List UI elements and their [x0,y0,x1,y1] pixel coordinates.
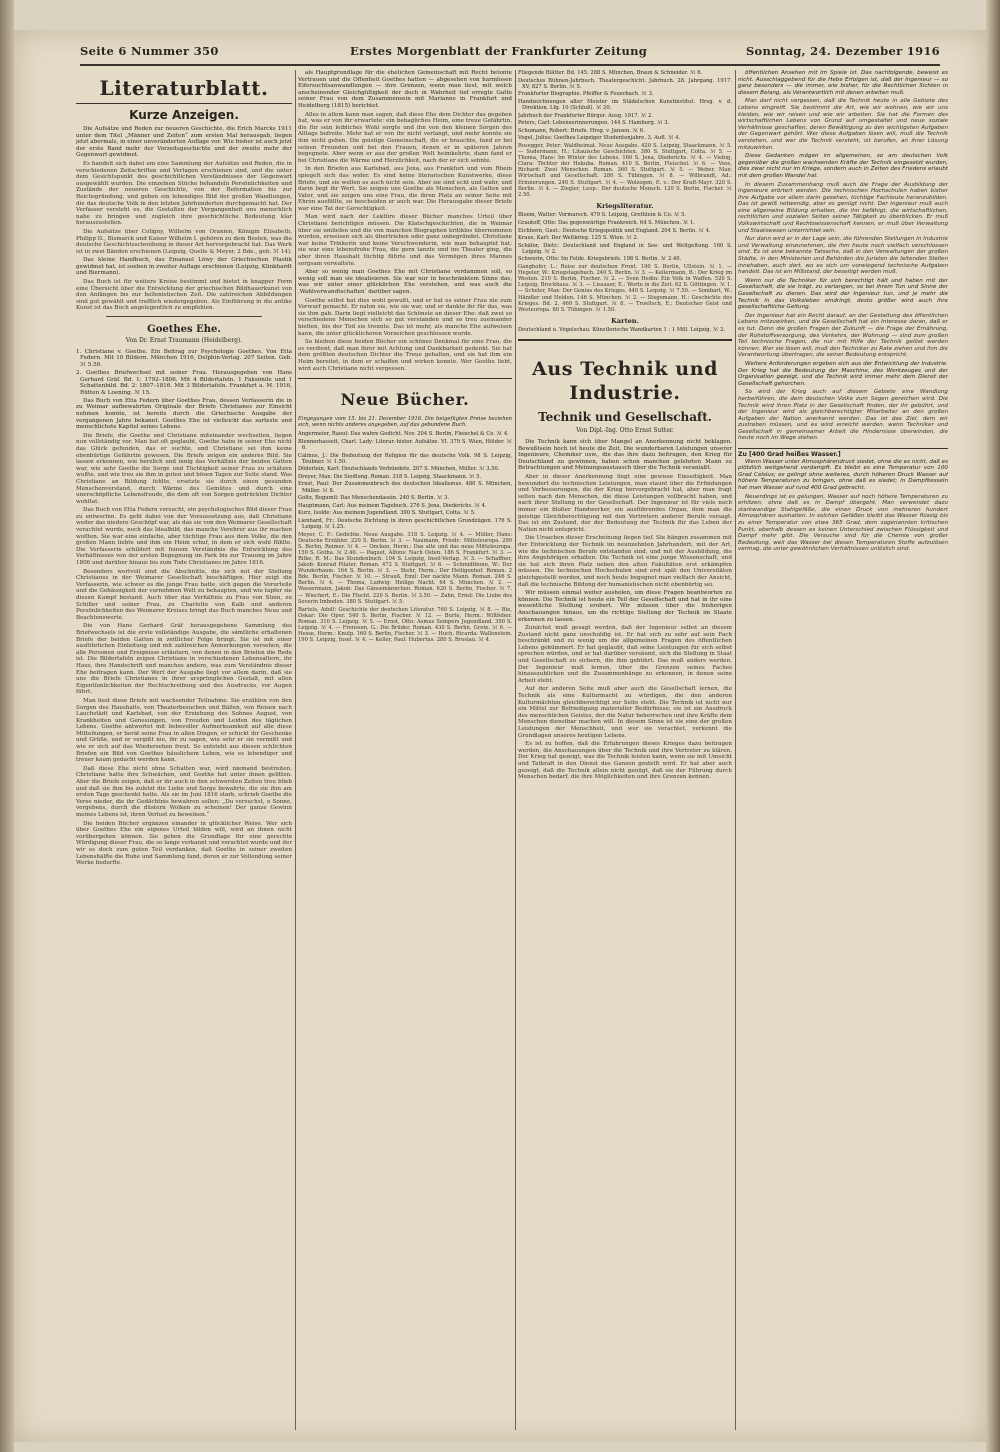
book-entry: Goltz, Bogumil: Das Menschendasein. 240 S. Berlin. ℳ 3. [298,495,450,502]
article-paragraph: Das kleine Handbuch, das Emanuel Löwy der Griechischen Plastik gewidmet hat, ist soeben in zweiter Auflage erschienen (Leipzig, Klinkhardt und Biermann). [76,257,292,277]
article-paragraph: Diese Gedanken mögen im allgemeinen, so am deutschen Volk gegenüber die großen wachsenden Kräfte der Technik eingesetzt wurden, dies zwar nicht nur im Kriege, sondern auch in Zeiten des Friedens erlaubt mit dem großen Wandel hat. [738,153,948,179]
article-paragraph: Die Briefe, die Goethe und Christiane miteinander wechselten, liegen nun vollständig vor. Man hat oft geglaubt, Goethe habe in seiner Ehe nicht das Glück gefunden, das er suchte, und Christiane sei ihm keine ebenbürtige Gefährtin gewesen. Die Briefe zeigen ein anderes Bild. Sie lassen erkennen, wie herzlich und innig das Verhältnis der beiden Gatten war, wie sehr Goethe die Sorge und Tüchtigkeit seiner Frau zu schätzen wußte, und wie treu sie ihm in guten und bösen Tagen zur Seite stand. Was Christiane an Bildung fehlte, ersetzte sie durch einen gesunden Menschenverstand, durch Wärme des Gemütes und durch eine unerschöpfliche Lebensfreude, die dem oft von Sorgen gedrückten Dichter wohltat. [76,432,292,505]
book-entry: Rosegger, Peter: Waldheimat. Neue Ausgabe. 420 S. Leipzig, Staackmann. ℳ 5. — Sudermann, H.: Litauische Geschichten. 380 S. Stuttgart, Cotta. ℳ 5. — Thoma, Hans: Im Winter des Lebens. 160 S. Jena, Diederichs. ℳ 4. — Viebig, Clara: Töchter der Hekuba. Roman. 410 S. Berlin, Fleischel. ℳ 6. — Voss, Richard: Zwei Menschen. Roman. 360 S. Stuttgart. ℳ 5. — Weber, Max: Wirtschaft und Gesellschaft. 280 S. Tübingen. ℳ 8. — Wilbrandt, Ad.: Erinnerungen. 240 S. Stuttgart. ℳ 4. — Wolzogen, E. v.: Der Kraft-Mayr. 320 S. Berlin. ℳ 4. — Ziegler, Leop.: Der deutsche Mensch. 120 S. Berlin, Fischer. ℳ 2.50. [518,142,732,198]
book-entry: Deutsches Bühnen-Jahrbuch. Theatergeschicht. Jahrbuch. 28. Jahrgang. 1917. XV, 827 S. Berlin. ℳ 5. [518,77,732,90]
book-entry: Grautoff, Otto: Das gegenwärtige Frankreich. 64 S. München. ℳ 1. [518,219,695,226]
book-entry: Lienhard, Fr.: Deutsche Dichtung in ihren geschichtlichen Grundzügen. 176 S. Leipzig. ℳ 1.25. [298,517,512,531]
article-paragraph: Wir müssen einmal weiter ausholen, um diese Fragen beantworten zu können. Die Technik ist heute ein Teil der Gesellschaft und hat in ihr eine wesentliche Stellung erobert. Wir müssen über die bisherigen Anschauungen hinaus, um die richtige Stellung der Technik im Staate erkennen zu lassen. [518,590,732,623]
section-kicker: Literaturblatt. [76,76,292,104]
article-paragraph: Auf der anderen Seite muß aber auch die Gesellschaft lernen, die Technik als eine Kulturmacht zu würdigen, die den anderen Kulturmächten gleichberechtigt zur Seite steht. Die Technik ist nicht nur ein Mittel zur Befriedigung materieller Bedürfnisse; sie ist ein Ausdruck des menschlichen Geistes, der die Natur beherrschen und ihre Kräfte dem Menschen dienstbar machen will. In diesem Sinne ist sie eine der großen Leistungen der Menschheit, und wer sie verachtet, verkennt die Grundlagen unseres heutigen Lebens. [518,686,732,739]
article-byline: Von Dr. Ernst Traumann (Heidelberg). [125,337,243,345]
new-books-section [298,378,512,643]
book-reference: 1. Christiane v. Goethe. Ein Beitrag zur Psychologie Goethes. Von Etta Federn. Mit 10 Bildern. München 1916, Delphin-Verlag. 207 Seiten. Geb. ℳ 5.50. [76,348,292,368]
page-header [80,40,940,66]
book-entry: Kurz, Isolde: Aus meinem Jugendland. 390 S. Stuttgart, Cotta. ℳ 5. [298,510,476,517]
column-literaturblatt [76,70,292,1430]
header-date: Sonntag, 24. Dezember 1916 [745,44,940,58]
short-note [738,448,948,553]
article-paragraph: Alles in allem kann man sagen, daß diese Ehe dem Dichter das gegeben hat, was er von ihr erwartete: ein behagliches Heim, eine treue Gefährtin, die für sein leibliches Wohl sorgte und ihn von den kleinen Sorgen des Alltags befreite. Mehr hat er von ihr nicht verlangt, und mehr konnte sie ihm nicht geben. Die geistige Gemeinschaft, die er brauchte, fand er bei seinen Freunden und bei den Frauen, denen er in späteren Jahren begegnete. Aber wenn er aus der großen Welt heimkehrte, dann fand er bei Christiane die Wärme und Herzlichkeit, nach der er sich sehnte. [298,111,512,164]
section-title: Kurze Anzeigen. [129,108,239,122]
column-goethe-continued [298,70,512,1430]
book-entry: Bartels, Adolf: Geschichte der deutschen Literatur. 760 S. Leipzig. ℳ 8. — Bie, Oskar: Die Oper. 540 S. Berlin, Fischer. ℳ 12. — Burte, Herm.: Wiltfeber. Roman. 310 S. Leipzig. ℳ 5. — Ernst, Otto: Asmus Sempers Jugendland. 390 S. Leipzig. ℳ 4. — Frenssen, G.: Die Brüder. Roman. 430 S. Berlin, Grote. ℳ 6. — Hesse, Herm.: Knulp. 160 S. Berlin, Fischer. ℳ 3. — Huch, Ricarda: Wallenstein. 190 S. Leipzig, Insel. ℳ 4. — Keller, Paul: Hubertus. 280 S. Breslau. ℳ 4. [298,606,512,644]
book-entry: Ganghofer, L.: Reise zur deutschen Front. 190 S. Berlin, Ullstein. ℳ 1. — Hegeler, W.: Kriegstagebuch. 240 S. Berlin. ℳ 3. — Kellermann, B.: Der Krieg im Westen. 210 S. Berlin, Fischer. ℳ 2. — Sven Hedin: Ein Volk in Waffen. 520 S. Leipzig, Brockhaus. ℳ 3. — Lissauer, E.: Worte in die Zeit. 62 S. Göttingen. ℳ 1. — Scheler, Max: Der Genius des Krieges. 440 S. Leipzig. ℳ 7.50. — Sombart, W.: Händler und Helden. 146 S. München. ℳ 2. — Stegemann, H.: Geschichte des Krieges. Bd. 2. 460 S. Stuttgart. ℳ 8. — Troeltsch, E.: Deutscher Geist und Westeuropa. 80 S. Tübingen. ℳ 1.50. [518,264,732,313]
section-intro: Eingegangen vom 15. bis 21. Dezember 1916. Die beigefügten Preise beziehen sich, wenn nichts anderes angegeben, auf das gebundene Buch. [298,416,512,429]
article-paragraph: Aber in dieser Anerkennung liegt eine gewisse Einseitigkeit. Man bewundert die technischen Leistungen, man staunt über die Erfindungen und Verbesserungen, die der Krieg hervorgebracht hat, aber man fragt selten nach den Menschen, die diese Leistungen vollbracht haben, und nach ihrer Stellung in der Gesellschaft. Der Ingenieur ist für viele noch immer ein bloßer Handwerker, ein ausführendes Organ, dem man die geistige Gleichberechtigung mit den Vertretern anderer Berufe versagt. Das ist ein Zustand, der der Bedeutung der Technik für das Leben der Nation nicht entspricht. [518,474,732,533]
book-entry: Peters, Carl: Lebenserinnerungen. 144 S. Hamburg. ℳ 3. [518,120,670,127]
note-title: Zu [400 Grad heißes Wasser.] [738,451,841,459]
article-paragraph: Man liest diese Briefe mit wachsender Teilnahme. Sie erzählen von den Sorgen des Haushalts, von Theaterbesuchen und Bällen, von Reisen nach Lauchstädt und Karlsbad, von der Erziehung des Sohnes August, von Krankheiten und Genesungen, von Freuden und Leiden des täglichen Lebens. Goethe antwortet mit liebevoller Aufmerksamkeit auf alle diese Mitteilungen, er berät seine Frau in allen Dingen, er schickt ihr Geschenke und Grüße, und er vergißt nie, ihr zu sagen, wie sehr er sie vermißt und wie er sich auf das Wiedersehen freut. So entsteht aus diesen schlichten Briefen ein Bild von Goethes häuslichem Leben, wie es lebendiger und treuer kaum gedacht werden kann. [76,697,292,764]
article-paragraph: Goethe selbst hat dies wohl gewußt, und er hat es seiner Frau nie zum Vorwurf gemacht. Er nahm sie, wie sie war, und er dankte ihr für das, was sie ihm gab. Darin liegt vielleicht das Schönste an dieser Ehe: daß zwei so verschiedene Menschen sich so gut verstanden und so treu zueinander hielten, bis der Tod sie trennte. Das ist mehr, als manche Ehe aufweisen kann, die unter glücklicheren Vorzeichen geschlossen wurde. [298,297,512,337]
article-paragraph: Zunächst muß gesagt werden, daß der Ingenieur selbst an diesem Zustand nicht ganz unschuldig ist. Er hat sich zu sehr auf sein Fach beschränkt und zu wenig um die allgemeinen Fragen des öffentlichen Lebens gekümmert. Er hat geglaubt, daß seine Leistungen für sich selbst sprechen würden, und er hat darüber versäumt, sich die Stellung in Staat und Gesellschaft zu sichern, die ihm gebührt. Das muß anders werden. Der Ingenieur muß lernen, über die Grenzen seines Faches hinauszublicken und die Zusammenhänge zu erkennen, in denen seine Arbeit steht. [518,625,732,684]
book-entry: Schäfer, Dietr.: Deutschland und England in See- und Weltgeltung. 160 S. Leipzig. ℳ 2. [518,242,732,255]
article-paragraph: Die Technik kann sich über Mangel an Anerkennung nicht beklagen. Bewußtsein hoch ist heute die Zeit. Die wunderbaren Leistungen unserer Ingenieure, Chemiker usw., die das ihre dazu beitrugen, den Krieg für Deutschland zu gewinnen, haben schon manchen gelehrten Mann zu Betrachtungen und Meinungsaustausch über die Technik veranlaßt. [518,439,732,472]
book-entry: Schumann, Robert: Briefe. Hrsg. v. Jansen. ℳ 6. [518,127,645,134]
section-title: Neue Bücher. [340,390,470,410]
article-paragraph: Nur dann wird er in der Lage sein, die führenden Stellungen in Industrie und Verwaltung einzunehmen, die ihm heute noch vielfach verschlossen sind. Es ist eine bekannte Tatsache, daß in den Verwaltungen der großen Städte, in den Ministerien und Behörden die Juristen die leitenden Stellen innehaben, auch dort, wo es sich um vorwiegend technische Aufgaben handelt. Das ist ein Mißstand, der beseitigt werden muß. [738,236,948,276]
book-entry: Calmus, J.: Die Bedeutung der Religion für das deutsche Volk. 98 S. Leipzig, Teubner. ℳ 1.50. [298,452,512,465]
book-reference: 2. Goethes Briefwechsel mit seiner Frau. Herausgegeben von Hans Gerhard Gräf. Bd. 1: 1792–1806. Mit 4 Bildertafeln. 1 Faksimile und 1 Schattenbild. Bd. 2: 1807–1816. Mit 3 Bildertafeln. Frankfurt a. M. 1916, Rütten & Loening. ℳ 15. [76,369,292,396]
article-byline: Von Dipl.-Ing. Otto Ernst Sutter. [576,427,674,435]
book-entry: Ernst, Paul: Der Zusammenbruch des deutschen Idealismus. 480 S. München, Müller. ℳ 8. [298,481,512,494]
subsection-title: Kriegsliteratur. [596,201,654,210]
book-entry: Jahrbuch der Frankfurter Bürger. Ausg. 1917. ℳ 2. [518,112,653,119]
article-paragraph: So bleiben diese beiden Bücher ein schönes Denkmal für eine Frau, die es verdient, daß man ihrer mit Achtung und Dankbarkeit gedenkt. Sie hat dem größten deutschen Dichter die Treue gehalten, und sie hat ihm ein Heim bereitet, in dem er schaffen und wirken konnte. Wer Goethe liebt, wird auch Christiane nicht vergessen. [298,339,512,372]
article-paragraph: Besonders wertvoll sind die Abschnitte, die sich mit der Stellung Christianes in der Weimarer Gesellschaft beschäftigen. Hier zeigt die Verfasserin, wie schwer es die junge Frau hatte, sich gegen die Vorurteile und die Gehässigkeit der vornehmen Welt zu behaupten, und wie tapfer sie diesen Kampf bestand. Auch über das Verhältnis zu Frau von Stein, zu Schiller und seiner Frau, zu Charlotte von Kalb und anderen Persönlichkeiten des Weimarer Kreises bringt das Buch manches Neue und Beachtenswerte. [76,568,292,621]
book-entry: Döderlein, Karl: Deutschlands Verbündete. 207 S. München, Müller. ℳ 3.50. [298,466,500,473]
divider [518,339,732,341]
note-paragraph: Neuerdings ist es gelungen, Wasser auf noch höhere Temperaturen zu erhitzen, ohne daß es in Dampf übergeht. Man verwendet dazu starkwandige Stahlgefäße, die einen Druck von mehreren hundert Atmosphären aushalten. In solchen Gefäßen bleibt das Wasser flüssig bis zu einer Temperatur von etwa 365 Grad, dem sogenannten kritischen Punkt, oberhalb dessen es keinen Unterschied zwischen Flüssigkeit und Dampf mehr gibt. Die Versuche sind für die Chemie von großer Bedeutung, weil das Wasser bei diesen Temperaturen Stoffe aufzulösen vermag, die unter gewöhnlichen Verhältnissen unlöslich sind. [738,493,948,553]
article-title: Goethes Ehe. [147,324,221,336]
article-paragraph: Die Ursachen dieser Erscheinung liegen tief. Sie hängen zusammen mit der Entwicklung der Technik im neunzehnten Jahrhundert, mit der Art, wie die technischen Berufe entstanden sind, und mit der Ausbildung, die ihre Angehörigen erhalten. Die Technik ist eine junge Wissenschaft, und sie hat sich ihren Platz neben den alten Fakultäten erst erkämpfen müssen. Die technischen Hochschulen sind erst spät den Universitäten gleichgestellt worden, und noch heute begegnet man vielfach der Ansicht, daß die technische Bildung der humanistischen nicht ebenbürtig sei. [518,535,732,588]
book-entry: Vogel, Julius: Goethes Leipziger Studentenjahre. 3. Aufl. ℳ 4. [518,135,681,142]
book-entry: Bloem, Walter: Vormarsch. 479 S. Leipzig, Grethlein & Co. ℳ 5. [518,212,687,219]
article-paragraph: Der Ingenieur hat ein Recht darauf, an der Gestaltung des öffentlichen Lebens mitzuwirken, und die Gesellschaft hat ein Interesse daran, daß er es tut. Denn die großen Fragen der Zukunft — die Frage der Ernährung, der Rohstoffversorgung, des Verkehrs, der Wohnung — sind zum großen Teil technische Fragen, die nur mit Hilfe der Technik gelöst werden können. Wer sie lösen will, muß den Techniker zu Rate ziehen und ihm die Verantwortung übertragen, die seiner Bedeutung entspricht. [738,312,948,359]
article-paragraph: Man darf nicht vergessen, daß die Technik heute in alle Gebiete des Lebens eingreift. Sie bestimmt die Art, wie wir wohnen, wie wir uns kleiden, wie wir reisen und wie wir arbeiten. Sie hat die Formen des wirtschaftlichen Lebens von Grund auf umgestaltet und neue soziale Verhältnisse geschaffen, deren Bewältigung zu den wichtigsten Aufgaben der Gegenwart gehört. Wer diese Aufgaben lösen will, muß die Technik verstehen, und wer die Technik versteht, ist berufen, an ihrer Lösung mitzuwirken. [738,98,948,151]
article-paragraph: Die von Hans Gerhard Gräf herausgegebene Sammlung des Briefwechsels ist die erste vollständige Ausgabe, die sämtliche erhaltenen Briefe der beiden Gatten in zeitlicher Folge bringt. Sie ist mit einer ausführlichen Einleitung und mit zahlreichen Anmerkungen versehen, die alle Personen und Ereignisse erläutern, von denen in den Briefen die Rede ist. Die Bildertafeln zeigen Christiane in verschiedenen Lebensaltern, ihr Haus, ihre Handschrift und manches andere, was zum Verständnis dieser Ehe beitragen kann. Der Wert der Ausgabe liegt vor allem darin, daß sie uns die Briefe Christianes in ihrer ursprünglichen Gestalt, mit allen Eigentümlichkeiten der Rechtschreibung und des Ausdrucks, vor Augen führt. [76,623,292,696]
column-rule [295,70,296,1430]
article-paragraph: Es ist zu hoffen, daß die Erfahrungen dieses Krieges dazu beitragen werden, die Anschauungen über die Technik und ihre Vertreter zu klären. Der Krieg hat gezeigt, was die Technik leisten kann, wenn sie mit Umsicht und Tatkraft in den Dienst des Ganzen gestellt wird. Er hat aber auch gezeigt, daß die Technik allein nicht genügt, daß sie der Führung durch Menschen bedarf, die ihre Möglichkeiten und ihre Grenzen kennen. [518,741,732,781]
book-entry: Hauptmann, Carl: Aus meinem Tagebuch. 276 S. Jena, Diederichs. ℳ 4. [298,502,487,509]
article-paragraph: In diesem Zusammenhang muß auch die Frage der Ausbildung der Ingenieure erörtert werden. Die technischen Hochschulen haben bisher ihre Aufgabe vor allem darin gesehen, tüchtige Fachleute heranzubilden. Das ist gewiß notwendig, aber es genügt nicht. Der Ingenieur muß auch eine allgemeine Bildung erhalten, die ihn befähigt, die wirtschaftlichen, rechtlichen und sozialen Seiten seiner Tätigkeit zu überblicken. Er muß Volkswirtschaft und Rechtswissenschaft kennen, er muß über Verwaltung und Staatswesen unterrichtet sein. [738,181,948,234]
header-page-number: Seite 6 Nummer 350 [80,44,219,58]
column-rule [515,70,516,1430]
article-paragraph: Die Aufsätze über Coligny, Wilhelm von Oranien, Königin Elisabeth, Philipp II., Bismarck und Kaiser Wilhelm I. gehören zu dem Besten, was die deutsche Geschichtsschreibung in dieser Art hervorgebracht hat. Das Werk ist in zwei Bänden erschienen (Leipzig, Quelle & Meyer, 2 Bde., geb. ℳ 14). [76,228,292,255]
article-title: Technik und Gesellschaft. [538,410,712,425]
book-entry: Schwerin, Otto: Im Felde. Kriegsbriefe. 198 S. Berlin. ℳ 2.40. [518,256,682,263]
article-paragraph: Das Buch von Etta Federn versucht, ein psychologisches Bild dieser Frau zu entwerfen. Es geht dabei von der Voraussetzung aus, daß Christiane weder das niedere Geschöpf war, als das sie von den Weimarer Gesellschaft verachtet wurde, noch das Idealbild, das manche Verehrer aus ihr machen wollten. Sie war eine einfache, aber tüchtige Frau aus dem Volke, die den großen Mann liebte und ihm ein Heim schuf, in dem er sich wohl fühlte. Die Verfasserin schildert mit feinem Verständnis die Entwicklung des Verhältnisses von der ersten Begegnung im Park bis zur Trauung im Jahre 1806 und darüber hinaus bis zum Tode Christianes im Jahre 1816. [76,507,292,567]
column-books-and-technik [518,70,732,1430]
article-paragraph: Das Buch ist für weitere Kreise bestimmt und bietet in knapper Form eine Übersicht über die Entwicklung der griechischen Bildhauerkunst von den Anfängen bis zur hellenistischen Zeit. Die zahlreichen Abbildungen sind gut gewählt und trefflich wiedergegeben. Als Einführung in die antike Kunst ist das Buch angelegentlich zu empfehlen. [76,279,292,312]
article-paragraph: Die Aufsätze und Reden zur neueren Geschichte, die Erich Marcks 1911 unter dem Titel „Männer und Zeiten“ zum ersten Mal herausgab, liegen jetzt abermals, in einer unveränderten Auflage vor. Wie bisher ist auch jetzt der erste Band mehr der Vorzeitsgeschichte und der zweite mehr der Gegenwart gewidmet. [76,126,292,159]
book-entry: Fliegende Blätter. Bd. 145. 288 S. München, Braun & Schneider. ℳ 6. [518,70,703,76]
divider [106,316,262,317]
article-paragraph: Wenn nur die Techniker für sich berechtigt hält und haben mit der Gesellschaft, die sie trägt, zu verlangen, so bei ihrem Tun und Sinne der Gesellschaft zu dienen. Das wird der Ingenieur tun, und je mehr die Technik in das Volksleben eindringt, desto größer wird auch ihre gesellschaftliche Geltung. [738,277,948,311]
article-paragraph: Weitere Anforderungen ergeben sich aus der Entwicklung der Industrie. Der Krieg hat die Bedeutung der Maschine, des Werkzeuges und der Organisation gezeigt, und die Technik wird immer mehr dem Dienst der Gesellschaft gehorchen. [738,360,948,387]
article-paragraph: Man wird nach der Lektüre dieser Bücher manches Urteil über Christiane berichtigen müssen. Die Klatschgeschichten, die in Weimar über sie umliefen und die von manchen Biographen kritiklos übernommen wurden, erweisen sich als übertrieben oder ganz unbegründet. Christiane war keine Trinkerin und keine Verschwenderin, wie man behauptet hat; sie war eine lebensfrohe Frau, die gern tanzte und ins Theater ging, die aber ihren Haushalt tüchtig führte und das Vermögen ihres Mannes sorgsam verwaltete. [298,214,512,267]
book-entry: Handzeichnungen alter Meister im Städelschen Kunstinstitut. Hrsg. v. d. Direktion. Lfg. 10 (Schluß). ℳ 20. [518,98,732,111]
column-rule [735,70,736,1430]
book-entry: Angermeier, Raoul: Das wahre Gedicht. Nov. 204 S. Berlin, Fleischel & Co. ℳ 4. [298,431,509,438]
article-paragraph: In den Briefen aus Karlsbad, aus Jena, aus Frankfurt und vom Rhein spiegelt sich das wider. Es sind keine literarischen Kunstwerke, diese Briefe, und sie wollen es auch nicht sein. Aber sie sind echt und wahr, und darin liegt ihr Wert. Sie zeigen uns Goethe als Menschen, als Gatten und Vater, und sie zeigen uns eine Frau, die ihren Platz an seiner Seite mit Ehren ausfüllte, so bescheiden er auch war. Die Herausgabe dieser Briefe war eine Tat der Gerechtigkeit. [298,166,512,212]
article-paragraph: So wird der Krieg auch auf diesem Gebiete eine Wandlung herbeiführen, die dem deutschen Volke zum Segen gereichen wird. Die Technik wird ihren Platz in der Gesellschaft finden, der ihr gebührt, und der Ingenieur wird als gleichberechtigter Mitarbeiter an den großen Aufgaben der Nation anerkannt werden. Das ist das Ziel, dem wir zustreben müssen, und es wird erreicht werden, wenn Techniker und Gesellschaft in gemeinsamer Arbeit die Hindernisse überwinden, die heute noch im Wege stehen. [738,389,948,442]
book-entry: Frankfurter Biographie. Pfeiffer & Feuerbach. ℳ 3. [518,91,654,98]
article-paragraph: als Hauptgrundlage für die ehelichen Gemeinschaft mit Recht betonte Vertrauen und die Offenheit Goethes hatten — abgesehen von harmlosen Eifersuchtsanwandlungen — ihre Grenzen, wenn man liest, mit welch anscheinender Gleichgültigkeit der doch in Wahrheit tief erregte Gatte seiner Frau von dem Zusammensein mit Marianne in Frankfurt und Heidelberg (1815) berichtet. [298,70,512,109]
book-edge [986,0,1000,1452]
section-kicker: Aus Technik und Industrie. [531,358,719,405]
header-masthead: Erstes Morgenblatt der Frankfurter Zeitung [350,44,648,58]
article-paragraph: Es handelt sich dabei um eine Sammlung der Aufsätze und Reden, die in verschiedenen Zeitschriften und Verlagen erschienen sind, und die unter dem Gesichtspunkt des geschichtlichen Verständnisses der Gegenwart ausgewählt wurden. Die einzelnen Stücke behandeln Persönlichkeiten und Zustände der neueren Geschichte, von der Reformation bis zur Reichsgründung, und geben ein lebendiges Bild der großen Wandlungen, die das deutsche Volk in den letzten Jahrhunderten durchgemacht hat. Der Verfasser versteht es, die Gestalten der Vergangenheit uns menschlich nahe zu bringen und zugleich ihre geschichtliche Bedeutung klar herauszustellen. [76,160,292,227]
article-paragraph: Daß diese Ehe nicht ohne Schatten war, wird niemand bestreiten. Christiane hatte ihre Schwächen, und Goethe hat unter ihnen gelitten. Aber die Briefe zeigen, daß er ihr auch in den schwersten Zeiten treu blieb und daß sie ihm bis zuletzt die Liebe und Sorge bewahrte, die sie ihm am ersten Tage geschenkt hatte. Als sie im Juni 1816 starb, schrieb Goethe die Verse nieder, die ihr Gedächtnis bewahren sollen: „Du versuchst, o Sonne, vergebens, durch die düstern Wolken zu scheinen! Der ganze Gewinn meines Lebens ist, ihren Verlust zu beweinen.“ [76,765,292,818]
book-entry: Dreyer, Max: Die Siedlung. Roman. 318 S. Leipzig, Staackmann. ℳ 5. [298,473,482,480]
note-paragraph: Wenn Wasser unter Atmosphärendruck siedet, ohne die es nicht, daß es plötzlich weitgehend verdampft. Es bleibt es eine Temperatur von 100 Grad Celsius; es gelingt ohne weiteres, durch höheren Druck Wasser auf höhere Temperaturen zu bringen, ohne daß es siedet; in Dampfkesseln hat man Wasser auf rund 400 Grad gebracht. [738,458,948,492]
article-paragraph: Aber so wenig man Goethes Ehe mit Christiane verdammen soll, so wenig soll man sie idealisieren. Sie war nur in beschränktem Sinne das, was wir unter einer glücklichen Ehe verstehen, und was auch die ‚Wahlverwandtschaften‘ darüber sagen. [298,269,512,295]
subsection-title: Karten. [611,316,639,325]
article-paragraph: öffentlichen Ansehen mit im Spiele ist. Das nachfolgende, beweist es nicht. Ausschlaggebend für die Hebe Erfolgen ist, daß der Ingenieur — so ganz besonders — die immer, wie bisher, für die Rechtlichen Sichten in diesem Belang, als Verantwortlich mit denen arbeiten muß. [738,70,948,96]
book-entry: Eichhorn, Gust.: Deutsche Kriegspolitik und England. 204 S. Berlin. ℳ 4. [518,227,711,234]
book-entry: Deutschland u. Vogelschau. Künstlerische Wandkarten 1 : 1 Mill. Leipzig. ℳ 2. [518,327,726,334]
book-entry: Meyer, C. F.: Gedichte. Neue Ausgabe. 318 S. Leipzig. ℳ 4. — Müller, Hans: Deutsche Erzähler. 220 S. Berlin. ℳ 3. — Naumann, Friedr.: Mitteleuropa. 299 S. Berlin, Reimer. ℳ 4. — Oncken, Herm.: Das alte und das neue Mitteleuropa. 150 S. Gotha. ℳ 2.40. — Paquet, Alfons: Nach Osten. 186 S. Frankfurt. ℳ 3. — Rilke, R. M.: Das Stundenbuch. 104 S. Leipzig, Insel-Verlag. ℳ 3. — Schaffner, Jakob: Konrad Pilater. Roman. 472 S. Stuttgart. ℳ 6. — Schmidtbonn, W.: Der Wunderbaum. 164 S. Berlin. ℳ 3. — Stehr, Herm.: Der Heiligenhof. Roman. 2 Bde. Berlin, Fischer. ℳ 10. — Strauß, Emil: Der nackte Mann. Roman. 246 S. Berlin. ℳ 4. — Thoma, Ludwig: Heilige Nacht. 64 S. München. ℳ 2. — Wassermann, Jakob: Das Gänsemännchen. Roman. 620 S. Berlin, Fischer. ℳ 7. — Wiechert, E.: Die Flucht. 220 S. Berlin. ℳ 3.50. — Zahn, Ernst: Die Liebe des Severin Imboden. 380 S. Stuttgart. ℳ 5. [298,531,512,605]
book-entry: Blennerhassett, Charl. Lady: Literar.-histor. Aufsätze. VI. 379 S. Wien, Hölder. ℳ 6. [298,438,512,451]
article-paragraph: Die beiden Bücher ergänzen einander in glücklicher Weise. Wer sich über Goethes Ehe ein eigenes Urteil bilden will, wird an ihnen nicht vorübergehen können. Sie geben die Grundlage für eine gerechte Würdigung dieser Frau, die so lange verkannt und verachtet wurde und der wir es doch zum guten Teil verdanken, daß Goethe in seiner zweiten Lebenshälfte die Ruhe und Sammlung fand, deren er zur Vollendung seiner Werke bedurfte. [76,820,292,867]
book-spine [0,0,14,1452]
book-entry: Kraus, Karl: Der Weltkrieg. 125 S. Wien. ℳ 2. [518,235,639,242]
column-technik-continued [738,70,948,1430]
article-paragraph: Das Buch von Etta Federn über Goethes Frau, dessen Verfasserin die in zu Weimar aufbewahrten Originale der Briefe Christianes zur Einsicht nehmen konnte, ist bereits durch die Griechische Ausgabe der vergangenen Jahre bekannt. Goethes Ehe ist vielleicht das zarteste und menschlichste Kapitel seines Lebens. [76,397,292,431]
